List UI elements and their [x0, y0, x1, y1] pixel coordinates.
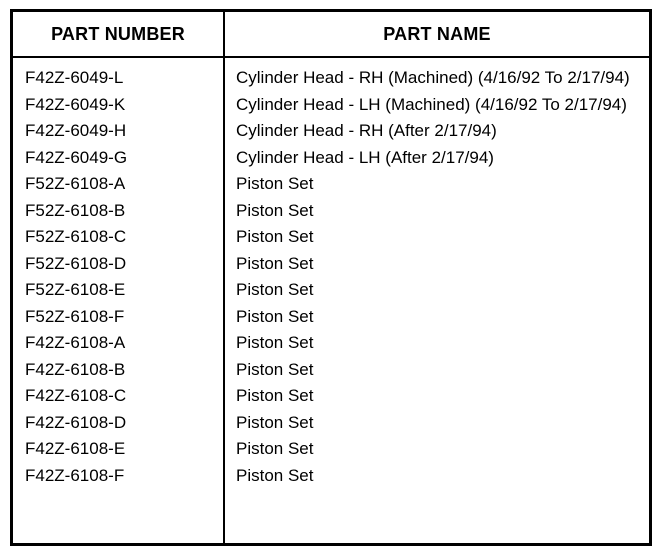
part-number-cell: F52Z-6108-A: [25, 174, 126, 193]
table-row: [13, 198, 649, 225]
table-row: [13, 92, 649, 119]
parts-table: [10, 9, 652, 546]
table-row: [13, 251, 649, 278]
part-number-cell: F52Z-6108-F: [25, 306, 125, 326]
table-row: [13, 436, 649, 463]
table-row: [13, 304, 649, 331]
header-part-number: PART NUMBER: [51, 23, 185, 44]
part-name-cell: Piston Set: [236, 227, 314, 246]
part-name-cell: Cylinder Head - LH (After 2/17/94): [236, 147, 494, 167]
part-number-cell: F42Z-6108-C: [25, 386, 127, 405]
part-number-cell: F42Z-6108-E: [25, 439, 126, 458]
table-row: [13, 145, 649, 172]
part-name-cell: Piston Set: [236, 412, 314, 432]
header-divider: [13, 56, 649, 58]
part-name-cell: Piston Set: [236, 174, 314, 193]
part-name-cell: Cylinder Head - RH (Machined) (4/16/92 To 2/17/94): [236, 68, 630, 87]
table-row: [13, 277, 649, 304]
part-name-cell: Piston Set: [236, 333, 314, 352]
table-row: [13, 65, 649, 92]
part-name-cell: Cylinder Head - RH (After 2/17/94): [236, 121, 497, 140]
part-name-cell: Piston Set: [236, 386, 314, 405]
table-row: [13, 410, 649, 437]
table-row: [13, 330, 649, 357]
table-row: [13, 118, 649, 145]
part-number-cell: F52Z-6108-C: [25, 227, 127, 246]
part-number-cell: F42Z-6108-B: [25, 359, 126, 379]
part-number-cell: F42Z-6049-K: [25, 94, 126, 114]
table-row: [13, 224, 649, 251]
part-name-cell: Piston Set: [236, 200, 314, 220]
part-number-cell: F52Z-6108-E: [25, 280, 126, 299]
table-row: [13, 463, 649, 490]
part-name-cell: Cylinder Head - LH (Machined) (4/16/92 To 2/17/94): [236, 94, 627, 114]
part-name-cell: Piston Set: [236, 306, 314, 326]
part-number-cell: F42Z-6108-F: [25, 465, 125, 485]
part-name-cell: Piston Set: [236, 439, 314, 458]
table-body: [13, 65, 649, 489]
part-number-cell: F42Z-6049-G: [25, 147, 128, 167]
part-number-cell: F42Z-6108-D: [25, 412, 127, 432]
part-name-cell: Piston Set: [236, 253, 314, 273]
part-number-cell: F52Z-6108-B: [25, 200, 126, 220]
table-row: [13, 383, 649, 410]
part-number-cell: F52Z-6108-D: [25, 253, 127, 273]
header-part-name: PART NAME: [383, 23, 491, 44]
table-row: [13, 171, 649, 198]
table-row: [13, 357, 649, 384]
part-name-cell: Piston Set: [236, 465, 314, 485]
part-name-cell: Piston Set: [236, 280, 314, 299]
part-number-cell: F42Z-6049-H: [25, 121, 127, 140]
part-number-cell: F42Z-6049-L: [25, 68, 124, 87]
part-number-cell: F42Z-6108-A: [25, 333, 126, 352]
part-name-cell: Piston Set: [236, 359, 314, 379]
